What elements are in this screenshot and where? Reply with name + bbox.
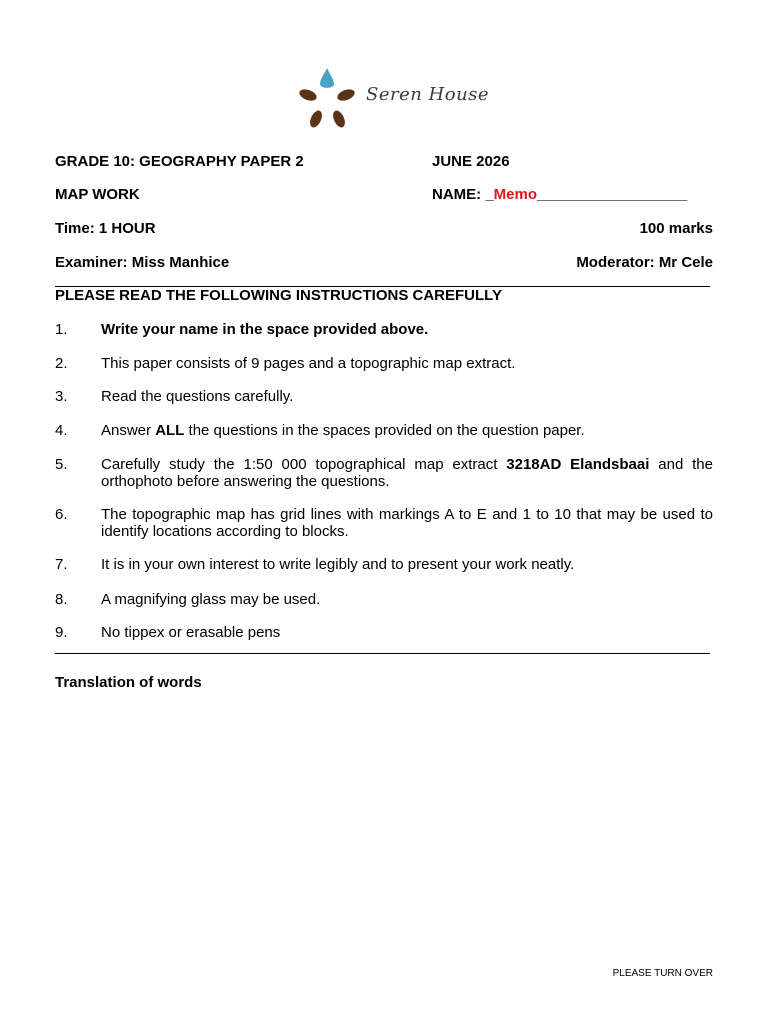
paper-title: GRADE 10: GEOGRAPHY PAPER 2	[55, 153, 304, 170]
header-row-title	[55, 153, 713, 173]
instruction-item-7	[55, 556, 713, 573]
instruction-text: A magnifying glass may be used.	[101, 591, 321, 608]
header-row-examiner	[55, 254, 713, 274]
instruction-number: 3.	[55, 388, 68, 405]
instruction-item-9	[55, 624, 713, 641]
instructions-heading: PLEASE READ THE FOLLOWING INSTRUCTIONS CAREFULLY	[55, 287, 502, 304]
instruction-text: No tippex or erasable pens	[101, 624, 281, 641]
name-field[interactable]	[432, 186, 687, 203]
header-row-time	[55, 220, 713, 240]
name-label: NAME: _	[432, 186, 494, 203]
instruction-item-3	[55, 388, 713, 405]
translation-heading: Translation of words	[55, 674, 202, 691]
instruction-text-part: Carefully study the 1:50 000 topographical map extract	[101, 456, 507, 473]
instruction-number: 6.	[55, 506, 68, 523]
paper-date: JUNE 2026	[432, 153, 510, 170]
page-footer: PLEASE TURN OVER	[612, 968, 713, 979]
instruction-text: The topographic map has grid lines with markings A to E and 1 to 10 that may be used to identify locations according to blocks.	[101, 506, 713, 540]
instruction-text	[101, 422, 713, 439]
instruction-number: 7.	[55, 556, 68, 573]
divider-bottom	[55, 653, 710, 654]
instruction-item-8	[55, 591, 713, 608]
instruction-text: It is in your own interest to write legibly and to present your work neatly.	[101, 556, 575, 573]
instruction-item-1	[55, 321, 713, 338]
instruction-number: 1.	[55, 321, 68, 338]
instruction-item-6	[55, 506, 713, 540]
instruction-number: 2.	[55, 355, 68, 372]
instruction-text-part: the questions in the spaces provided on the question paper.	[184, 422, 585, 439]
instruction-item-4	[55, 422, 713, 439]
moderator: Moderator: Mr Cele	[576, 254, 713, 271]
instruction-text	[101, 456, 713, 490]
logo-text: Seren House	[366, 84, 490, 105]
exam-time: Time: 1 HOUR	[55, 220, 156, 237]
instruction-text: Read the questions carefully.	[101, 388, 294, 405]
instruction-item-5	[55, 456, 713, 490]
name-line: __________________	[537, 186, 688, 203]
instruction-text-part: and the orthophoto before answering the questions.	[101, 456, 713, 490]
instruction-number: 4.	[55, 422, 68, 439]
instruction-text: This paper consists of 9 pages and a topographic map extract.	[101, 355, 516, 372]
examiner: Examiner: Miss Manhice	[55, 254, 230, 271]
paper-subject: MAP WORK	[55, 186, 140, 203]
name-value: Memo	[493, 186, 538, 203]
instruction-text: Write your name in the space provided above.	[101, 321, 429, 338]
header-row-subject	[55, 186, 713, 206]
instruction-text-part: Answer	[101, 422, 156, 439]
instruction-number: 5.	[55, 456, 68, 473]
instruction-number: 9.	[55, 624, 68, 641]
flower-icon	[296, 64, 360, 134]
instruction-item-2	[55, 355, 713, 372]
instruction-number: 8.	[55, 591, 68, 608]
seren-house-logo	[296, 64, 490, 134]
total-marks: 100 marks	[639, 220, 713, 237]
map-extract-name: 3218AD Elandsbaai	[506, 456, 650, 473]
instruction-emphasis: ALL	[155, 422, 185, 439]
